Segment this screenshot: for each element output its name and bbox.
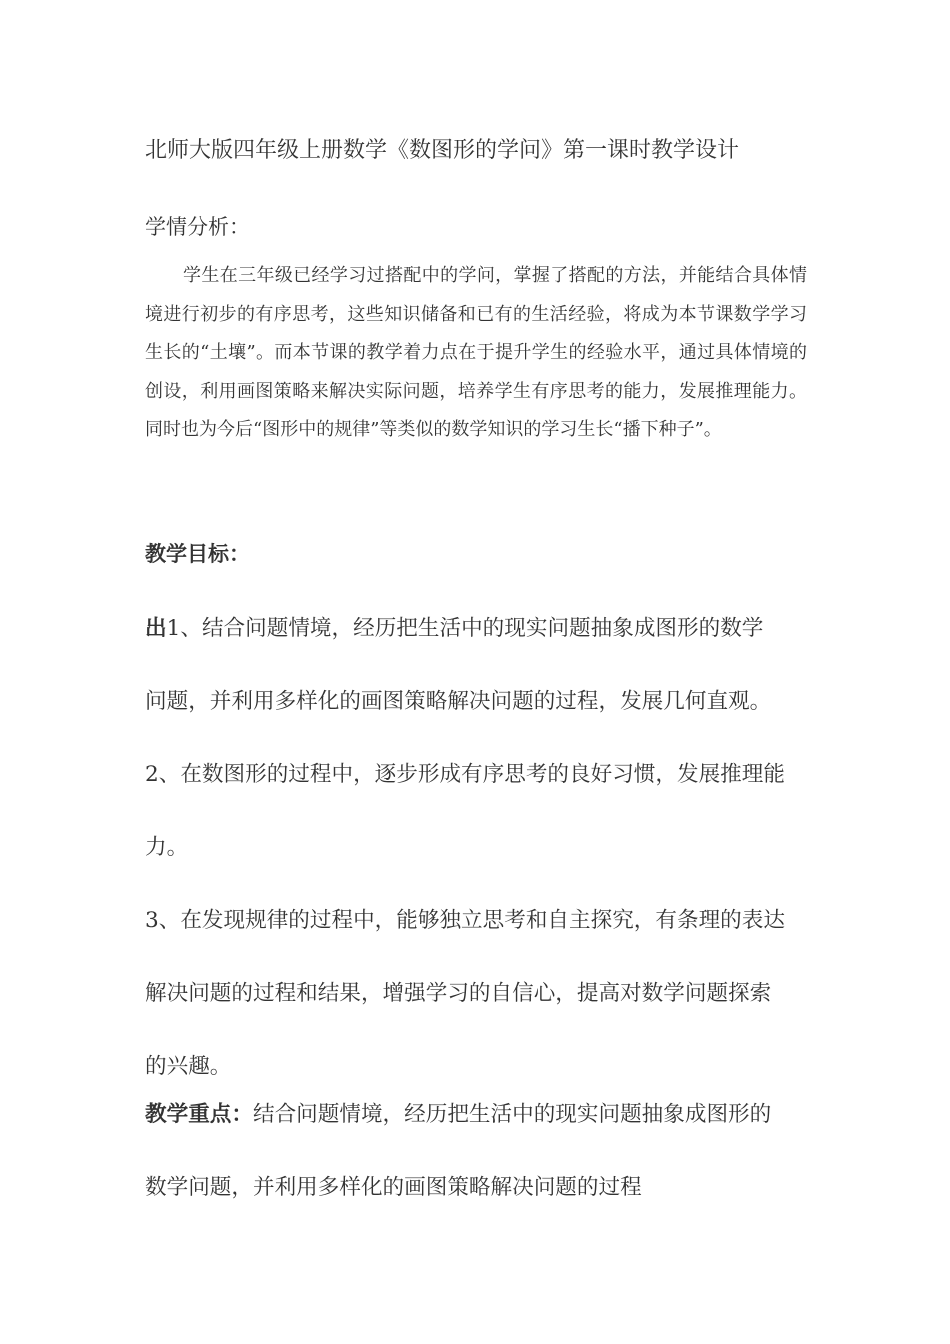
goals-list xyxy=(145,604,815,1115)
key-line-1-text: 结合问题情境，经历把生活中的现实问题抽象成图形的 xyxy=(252,1102,772,1127)
goal-1-line-1-text: 1、结合问题情境，经历把生活中的现实问题抽象成图形的数学 xyxy=(166,616,764,641)
goal-2-line-1: 2、在数图形的过程中，逐步形成有序思考的良好习惯，发展推理能 xyxy=(145,762,785,787)
goal-item-1 xyxy=(145,604,815,750)
goals-heading: 教学目标： xyxy=(145,541,250,566)
goal-2-line-2: 力。 xyxy=(145,835,189,860)
goal-item-3 xyxy=(145,896,815,1115)
goal-3-line-1: 3、在发现规律的过程中，能够独立思考和自主探究，有条理的表达 xyxy=(145,908,785,933)
key-line-2: 数学问题，并利用多样化的画图策略解决问题的过程 xyxy=(145,1175,642,1200)
goal-item-2 xyxy=(145,750,815,896)
goal-1-line-2: 问题，并利用多样化的画图策略解决问题的过程，发展几何直观。 xyxy=(145,689,772,714)
goal-1-prefix: 出 xyxy=(145,616,167,641)
goal-3-line-3: 的兴趣。 xyxy=(145,1054,232,1079)
analysis-paragraph: 学生在三年级已经学习过搭配中的学问，掌握了搭配的方法，并能结合具体情境进行初步的有序思考，这些知识储备和已有的生活经验，将成为本节课数学学习生长的“土壤”。而本节课的教学着力点在于提升学生的经验水平，通过具体情境的创设，利用画图策略来解决实际问题，培养学生有序思考的能力，发展推理能力。同时也为今后“图形中的规律”等类似的数学知识的学习生长“播下种子”。 xyxy=(145,265,807,440)
key-label: 教学重点： xyxy=(145,1102,253,1127)
goal-1-line-1 xyxy=(145,604,815,677)
goal-3-line-2: 解决问题的过程和结果，增强学习的自信心，提高对数学问题探索 xyxy=(145,981,772,1006)
key-points xyxy=(145,1090,815,1236)
key-line-1 xyxy=(145,1090,815,1163)
document-title: 北师大版四年级上册数学《数图形的学问》第一课时教学设计 xyxy=(145,138,740,163)
analysis-heading: 学情分析： xyxy=(145,215,250,239)
